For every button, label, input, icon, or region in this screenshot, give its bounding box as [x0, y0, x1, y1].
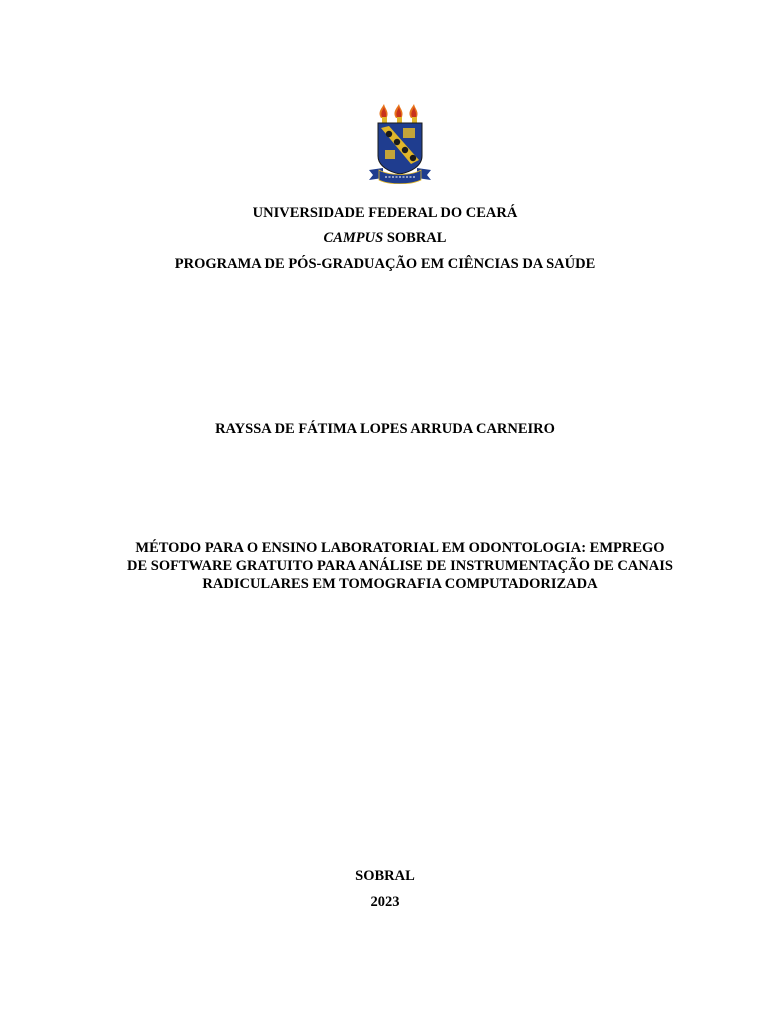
university-crest-icon	[367, 104, 433, 184]
thesis-title-line-2: DE SOFTWARE GRATUITO PARA ANÁLISE DE INSTRUMENTAÇÃO DE CANAIS	[127, 558, 673, 574]
year: 2023	[370, 894, 400, 910]
shield-icon	[378, 123, 422, 174]
city: SOBRAL	[355, 868, 415, 884]
university-name: UNIVERSIDADE FEDERAL DO CEARÁ	[252, 205, 518, 221]
campus-line	[0, 228, 770, 248]
campus-city: SOBRAL	[383, 230, 447, 246]
program-name: PROGRAMA DE PÓS-GRADUAÇÃO EM CIÊNCIAS DA SAÚDE	[174, 256, 596, 272]
torch-flames-icon	[379, 104, 417, 123]
author-name: RAYSSA DE FÁTIMA LOPES ARRUDA CARNEIRO	[215, 421, 555, 437]
thesis-title-line-1: MÉTODO PARA O ENSINO LABORATORIAL EM ODONTOLOGIA: EMPREGO	[135, 540, 665, 556]
thesis-title	[100, 539, 700, 593]
thesis-title-line-3: RADICULARES EM TOMOGRAFIA COMPUTADORIZADA	[202, 576, 598, 592]
campus-label: CAMPUS	[323, 230, 384, 246]
